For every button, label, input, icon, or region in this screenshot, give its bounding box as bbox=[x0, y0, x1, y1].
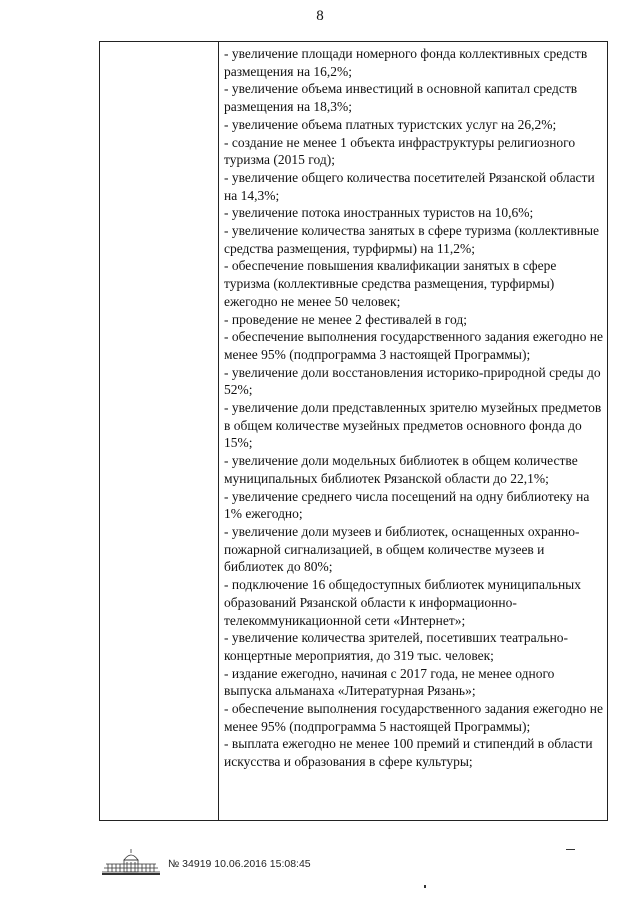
list-item: - проведение не менее 2 фестивалей в год; bbox=[224, 311, 467, 327]
list-item: - увеличение доли модельных библиотек в общем количестве муниципальных библиотек Рязанской области до 22,1%; bbox=[224, 453, 578, 486]
list-item: - увеличение доли музеев и библиотек, оснащенных охранно-пожарной сигнализацией, в общем количестве музеев и библиотек до 80%; bbox=[224, 523, 580, 575]
scan-mark bbox=[566, 849, 575, 850]
scan-dot bbox=[424, 885, 426, 888]
list-item: - обеспечение повышения квалификации занятых в сфере туризма (коллективные средства размещения, турфирмы) ежегодно не менее 50 человек; bbox=[224, 258, 557, 309]
list-item: - обеспечение выполнения государственного задания ежегодно не менее 95% (подпрограмма 5 настоящей Программы); bbox=[224, 701, 604, 734]
registration-stamp bbox=[100, 846, 500, 876]
list-item: - увеличение доли представленных зрителю музейных предметов в общем количестве музейных предметов основного фонда до 15%; bbox=[224, 400, 602, 451]
page-number: 8 bbox=[316, 8, 324, 24]
list-item: - увеличение общего количества посетителей Рязанской области на 14,3%; bbox=[224, 169, 595, 203]
list-item: - увеличение среднего числа посещений на одну библиотеку на 1% ежегодно; bbox=[224, 488, 590, 522]
list-item: - увеличение площади номерного фонда коллективных средств размещения на 16,2%; bbox=[224, 46, 588, 79]
document-table bbox=[99, 41, 608, 821]
list-item: - издание ежегодно, начиная с 2017 года, не менее одного выпуска альманаха «Литературная Рязань»; bbox=[224, 665, 555, 699]
list-item: - выплата ежегодно не менее 100 премий и стипендий в области искусства и образования в сфере культуры; bbox=[224, 736, 593, 770]
list-item: - увеличение количества занятых в сфере туризма (коллективные средства размещения, турфирмы) на 11,2%; bbox=[224, 223, 600, 256]
list-item: - увеличение доли восстановления историко-природной среды до 52%; bbox=[224, 364, 601, 398]
list-item: - подключение 16 общедоступных библиотек муниципальных образований Рязанской области к информационно-телекоммуникационной сети «Интернет»; bbox=[224, 577, 582, 628]
list-item: - увеличение потока иностранных туристов на 10,6%; bbox=[224, 205, 534, 221]
table-left-cell bbox=[100, 42, 219, 820]
list-item: - увеличение объема инвестиций в основной капитал средств размещения на 18,3%; bbox=[224, 81, 578, 115]
list-item: - увеличение объема платных туристских услуг на 26,2%; bbox=[224, 116, 557, 132]
list-item: - обеспечение выполнения государственного задания ежегодно не менее 95% (подпрограмма 3 настоящей Программы); bbox=[224, 329, 604, 362]
government-building-logo-icon bbox=[100, 846, 162, 876]
list-item: - увеличение количества зрителей, посетивших театрально-концертные мероприятия, до 319 тыс. человек; bbox=[224, 630, 569, 663]
list-item: - создание не менее 1 объекта инфраструктуры религиозного туризма (2015 год); bbox=[224, 134, 576, 168]
registration-number-timestamp: № 34919 10.06.2016 15:08:45 bbox=[168, 858, 311, 870]
table-right-cell bbox=[219, 42, 607, 820]
